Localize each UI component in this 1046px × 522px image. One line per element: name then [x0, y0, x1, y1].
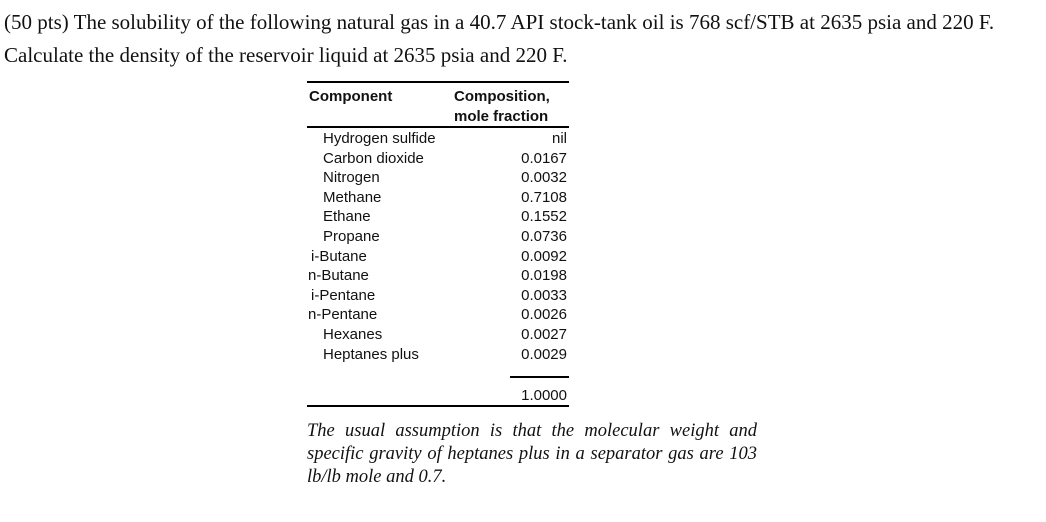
mole-fraction: 0.0033	[521, 286, 567, 304]
component-name: Nitrogen	[323, 169, 380, 187]
mole-fraction: 0.0026	[521, 306, 567, 324]
footnote: The usual assumption is that the molecular weight and specific gravity of heptanes plus in a separator gas are 103 lb/lb mole and 0.7.	[307, 421, 757, 487]
table-row	[307, 168, 569, 188]
mole-fraction: nil	[551, 130, 567, 147]
mole-fraction: 0.0167	[521, 149, 567, 167]
component-name: n-Butane	[308, 267, 369, 285]
sum-rule	[510, 376, 569, 378]
component-name: Heptanes plus	[323, 345, 419, 363]
question-text: (50 pts) The solubility of the following natural gas in a 40.7 API stock-tank oil is 768 scf/STB at 2635 psia and 220 F. Calculate the density of the reservoir liquid at 2635 psia and 220 F.	[4, 10, 995, 67]
mole-fraction: 0.0736	[521, 228, 567, 245]
table-row	[307, 207, 569, 227]
table-row	[307, 247, 569, 267]
table-row	[307, 149, 569, 169]
table-row	[307, 325, 569, 345]
table-row	[307, 129, 569, 149]
component-name: Propane	[323, 228, 380, 245]
component-name: Methane	[323, 188, 382, 206]
table-row	[307, 227, 569, 247]
header-composition-line1: Composition,	[454, 88, 550, 105]
component-name: Carbon dioxide	[323, 149, 424, 167]
table-row	[307, 286, 569, 306]
mole-fraction: 0.0198	[521, 267, 567, 285]
table-row	[307, 345, 569, 365]
header-component: Component	[309, 88, 393, 105]
mole-fraction: 0.0027	[521, 326, 567, 343]
component-name: Ethane	[323, 208, 371, 226]
component-name: n-Pentane	[308, 306, 378, 324]
table-row	[307, 188, 569, 208]
header-composition	[454, 87, 550, 127]
component-name: Hexanes	[323, 326, 383, 343]
mole-fraction: 0.1552	[521, 208, 567, 226]
component-name: i-Pentane	[311, 286, 376, 304]
table-top-rule	[307, 81, 569, 83]
mole-fraction: 0.0029	[521, 345, 567, 363]
mole-fraction: 0.0092	[521, 247, 567, 265]
mole-fraction: 0.0032	[521, 169, 567, 187]
component-name: Hydrogen sulfide	[323, 130, 436, 147]
table-row	[307, 305, 569, 325]
mole-fraction: 0.7108	[521, 188, 567, 206]
table-row	[307, 266, 569, 286]
table-bottom-rule	[307, 405, 569, 407]
component-name: i-Butane	[311, 247, 367, 265]
header-composition-line2: mole fraction	[454, 108, 549, 125]
total-value: 1.0000	[521, 387, 567, 404]
table-header-rule	[307, 126, 569, 128]
